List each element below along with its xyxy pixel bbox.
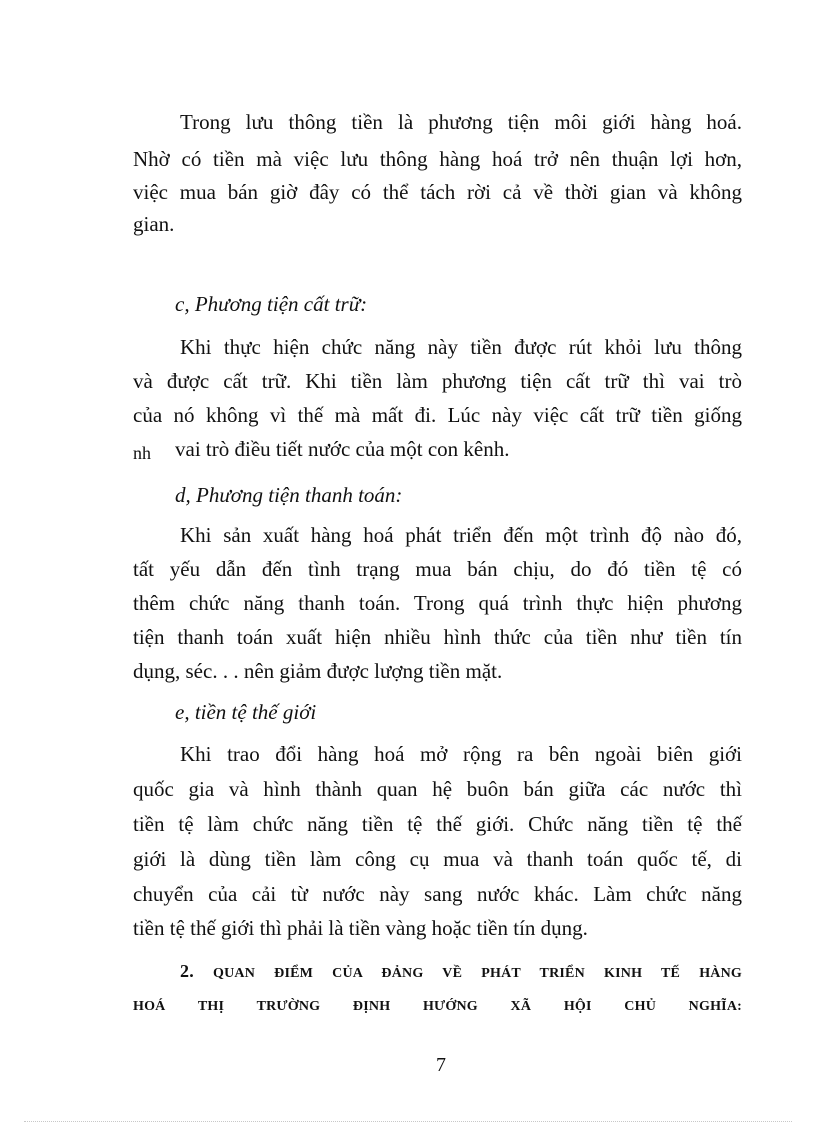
section-number: 2. [180,961,194,981]
text-fragment: nh [133,443,151,463]
paragraph-line: Nhờ có tiền mà việc lưu thông hàng hoá trở nên thuận lợi hơn, [133,147,742,171]
paragraph-line: của nó không vì thế mà mất đi. Lúc này việc cất trữ tiền giống [133,403,742,427]
paragraph-line: quốc gia và hình thành quan hệ buôn bán giữa các nước thì [133,777,742,801]
heading-c: c, Phương tiện cất trữ: [175,292,368,316]
paragraph-line: chuyển của cải từ nước này sang nước khác. Làm chức năng [133,882,742,906]
section-heading [180,957,742,988]
paragraph-line: việc mua bán giờ đây có thể tách rời cả về thời gian và không [133,180,742,204]
page-number: 7 [436,1054,446,1076]
paragraph-line: Khi thực hiện chức năng này tiền được rút khỏi lưu thông [180,335,742,359]
paragraph-line: vai trò điều tiết nước của một con kênh. [175,437,510,461]
paragraph-line: tiền tệ thế giới thì phải là tiền vàng hoặc tiền tín dụng. [133,916,588,940]
paragraph-line: thêm chức năng thanh toán. Trong quá trình thực hiện phương [133,591,742,615]
paragraph-line: Khi sản xuất hàng hoá phát triển đến một trình độ nào đó, [180,523,742,547]
paragraph-line: và được cất trữ. Khi tiền làm phương tiện cất trữ thì vai trò [133,369,742,393]
section-title-line1: QUAN ĐIỂM CỦA ĐẢNG VỀ PHÁT TRIỂN KINH TẾ HÀNG [213,966,742,981]
paragraph-line: giới là dùng tiền làm công cụ mua và thanh toán quốc tế, di [133,847,742,871]
heading-e: e, tiền tệ thế giới [175,700,317,724]
paragraph-line: tiện thanh toán xuất hiện nhiều hình thức của tiền như tiền tín [133,625,742,649]
paragraph-line: tất yếu dẫn đến tình trạng mua bán chịu, do đó tiền tệ có [133,557,742,581]
paragraph-line: tiền tệ làm chức năng tiền tệ thế giới. Chức năng tiền tệ thế [133,812,742,836]
paragraph-line: Khi trao đổi hàng hoá mở rộng ra bên ngoài biên giới [180,742,742,766]
paragraph-line: dụng, séc. . . nên giảm được lượng tiền mặt. [133,659,503,683]
section-title-line2: HOÁ THỊ TRƯỜNG ĐỊNH HƯỚNG XÃ HỘI CHỦ NGHĨA: [133,999,742,1014]
paragraph-line: gian. [133,212,175,236]
paragraph-line: Trong lưu thông tiền là phương tiện môi giới hàng hoá. [180,110,742,134]
page-bottom-divider [24,1121,792,1122]
heading-d: d, Phương tiện thanh toán: [175,483,403,507]
